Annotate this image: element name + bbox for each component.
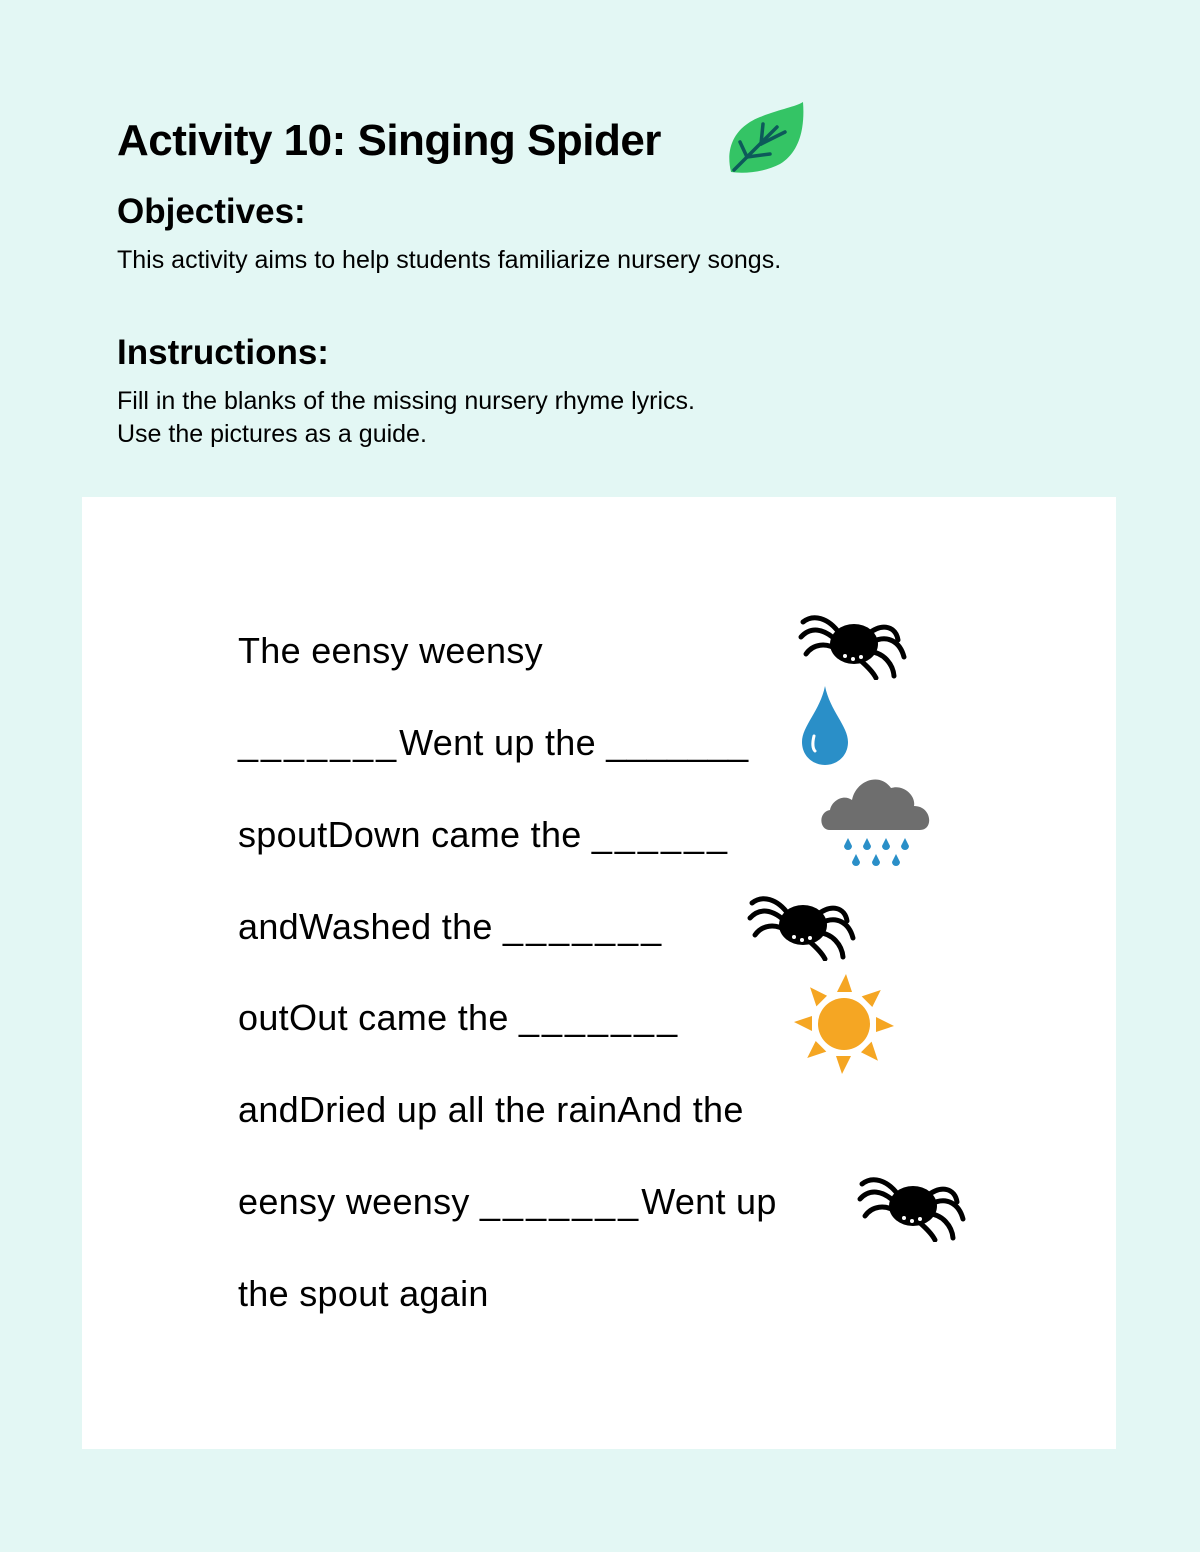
blank[interactable]: _______	[518, 997, 681, 1038]
lyric-line-6: andDried up all the rainAnd the	[238, 1089, 744, 1130]
sun-icon	[793, 974, 895, 1074]
lyric-line-8: the spout again	[238, 1273, 489, 1314]
lyric-line-4: andWashed the _______	[238, 906, 665, 947]
lyric-line-1: The eensy weensy	[238, 630, 543, 671]
instructions-line-2: Use the pictures as a guide.	[117, 420, 427, 448]
blank[interactable]: _______	[503, 906, 665, 947]
leaf-icon	[725, 102, 805, 174]
objectives-text: This activity aims to help students familiarize nursery songs.	[117, 246, 782, 274]
spider-icon	[857, 1174, 969, 1242]
spider-icon	[798, 612, 910, 680]
lyric-line-7: eensy weensy _______Went up	[238, 1181, 777, 1222]
lyric-line-2: _______Went up the _______	[238, 722, 749, 763]
instructions-line-1: Fill in the blanks of the missing nursery rhyme lyrics.	[117, 387, 695, 415]
blank[interactable]: ______	[591, 814, 731, 855]
rain-cloud-icon	[816, 772, 936, 872]
lyric-line-3: spoutDown came the ______	[238, 814, 731, 855]
spider-icon	[747, 893, 859, 961]
objectives-heading: Objectives:	[117, 192, 306, 231]
lyric-line-5: outOut came the _______	[238, 997, 681, 1038]
water-drop-icon	[800, 686, 850, 766]
instructions-heading: Instructions:	[117, 333, 329, 372]
blank[interactable]: _______	[480, 1181, 642, 1222]
page-title: Activity 10: Singing Spider	[117, 116, 661, 165]
blank[interactable]: _______	[238, 722, 400, 763]
